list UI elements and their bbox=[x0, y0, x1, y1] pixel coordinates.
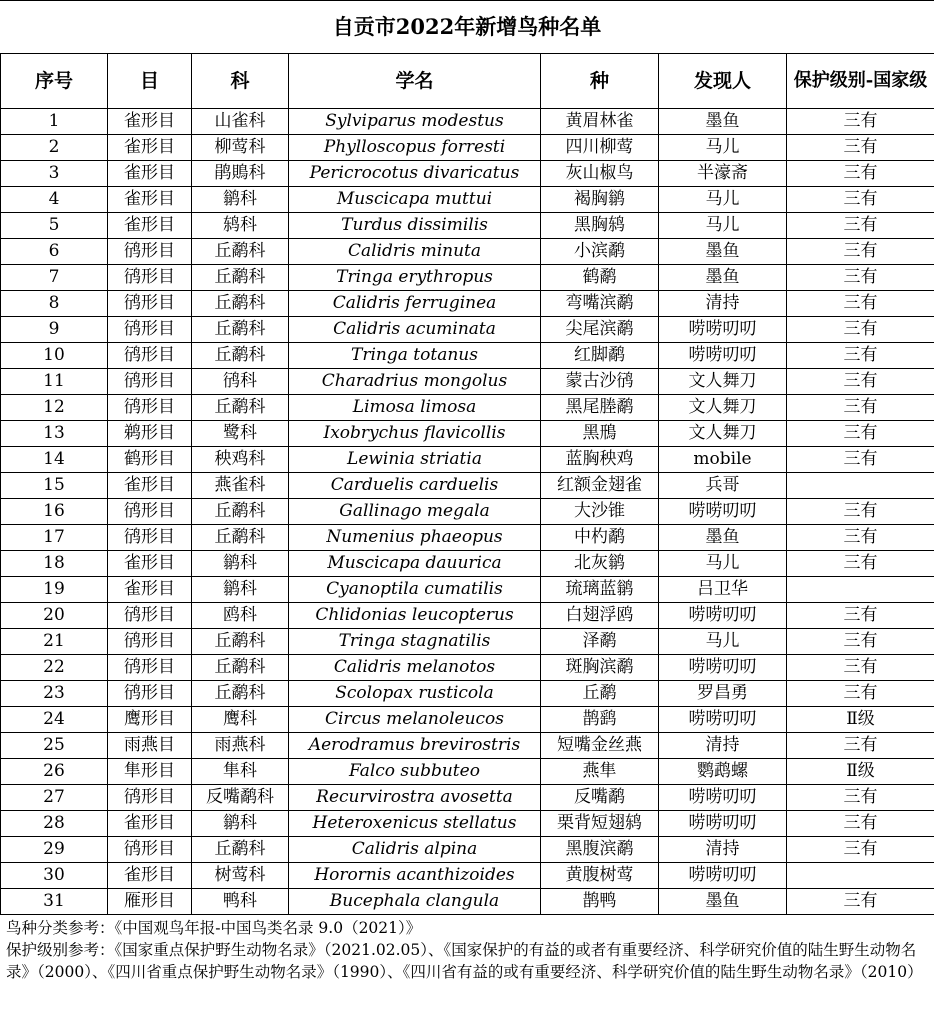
cell-order: 雨燕目 bbox=[108, 733, 192, 759]
cell-family: 丘鹬科 bbox=[192, 317, 289, 343]
bird-list-table bbox=[0, 53, 934, 915]
cell-scientific-name: Chlidonias leucopterus bbox=[289, 603, 541, 629]
cell-discoverer: 唠唠叨叨 bbox=[659, 863, 787, 889]
cell-index: 28 bbox=[1, 811, 108, 837]
header-family: 科 bbox=[192, 54, 289, 109]
cell-order: 鸻形目 bbox=[108, 291, 192, 317]
cell-family: 鸥科 bbox=[192, 603, 289, 629]
cell-species: 黑鳽 bbox=[541, 421, 659, 447]
cell-species: 黄眉林雀 bbox=[541, 109, 659, 135]
cell-protection-level: 三有 bbox=[787, 109, 934, 135]
cell-index: 6 bbox=[1, 239, 108, 265]
cell-species: 红额金翅雀 bbox=[541, 473, 659, 499]
cell-order: 鸻形目 bbox=[108, 395, 192, 421]
table-header-row bbox=[1, 54, 934, 109]
cell-species: 褐胸鹟 bbox=[541, 187, 659, 213]
cell-species: 鹊鹞 bbox=[541, 707, 659, 733]
cell-discoverer: 唠唠叨叨 bbox=[659, 811, 787, 837]
cell-scientific-name: Phylloscopus forresti bbox=[289, 135, 541, 161]
cell-protection-level: 三有 bbox=[787, 135, 934, 161]
cell-index: 27 bbox=[1, 785, 108, 811]
table-row bbox=[1, 447, 934, 473]
cell-protection-level: 三有 bbox=[787, 213, 934, 239]
cell-index: 3 bbox=[1, 161, 108, 187]
cell-species: 弯嘴滨鹬 bbox=[541, 291, 659, 317]
cell-order: 鹰形目 bbox=[108, 707, 192, 733]
cell-discoverer: 马儿 bbox=[659, 213, 787, 239]
cell-order: 鸻形目 bbox=[108, 655, 192, 681]
cell-family: 丘鹬科 bbox=[192, 291, 289, 317]
cell-index: 15 bbox=[1, 473, 108, 499]
cell-index: 24 bbox=[1, 707, 108, 733]
cell-species: 鹤鹬 bbox=[541, 265, 659, 291]
header-order: 目 bbox=[108, 54, 192, 109]
cell-index: 20 bbox=[1, 603, 108, 629]
cell-scientific-name: Calidris acuminata bbox=[289, 317, 541, 343]
table-row bbox=[1, 473, 934, 499]
cell-scientific-name: Turdus dissimilis bbox=[289, 213, 541, 239]
header-scientific-name: 学名 bbox=[289, 54, 541, 109]
cell-scientific-name: Circus melanoleucos bbox=[289, 707, 541, 733]
cell-family: 鸭科 bbox=[192, 889, 289, 915]
table-row bbox=[1, 837, 934, 863]
cell-family: 鹭科 bbox=[192, 421, 289, 447]
cell-protection-level bbox=[787, 473, 934, 499]
table-row bbox=[1, 733, 934, 759]
table-row bbox=[1, 629, 934, 655]
cell-family: 鹃鵙科 bbox=[192, 161, 289, 187]
cell-order: 鹤形目 bbox=[108, 447, 192, 473]
cell-protection-level: 三有 bbox=[787, 551, 934, 577]
cell-index: 7 bbox=[1, 265, 108, 291]
table-row bbox=[1, 889, 934, 915]
cell-discoverer: 罗昌勇 bbox=[659, 681, 787, 707]
cell-index: 31 bbox=[1, 889, 108, 915]
table-row bbox=[1, 291, 934, 317]
cell-scientific-name: Scolopax rusticola bbox=[289, 681, 541, 707]
cell-scientific-name: Muscicapa dauurica bbox=[289, 551, 541, 577]
cell-scientific-name: Falco subbuteo bbox=[289, 759, 541, 785]
cell-protection-level: 三有 bbox=[787, 447, 934, 473]
cell-index: 5 bbox=[1, 213, 108, 239]
table-row bbox=[1, 187, 934, 213]
cell-family: 丘鹬科 bbox=[192, 343, 289, 369]
table-row bbox=[1, 655, 934, 681]
cell-scientific-name: Pericrocotus divaricatus bbox=[289, 161, 541, 187]
cell-order: 雀形目 bbox=[108, 135, 192, 161]
cell-index: 4 bbox=[1, 187, 108, 213]
cell-family: 秧鸡科 bbox=[192, 447, 289, 473]
cell-discoverer: 文人舞刀 bbox=[659, 421, 787, 447]
cell-discoverer: 墨鱼 bbox=[659, 525, 787, 551]
cell-protection-level: 三有 bbox=[787, 421, 934, 447]
cell-discoverer: 兵哥 bbox=[659, 473, 787, 499]
table-row bbox=[1, 707, 934, 733]
cell-protection-level: 三有 bbox=[787, 239, 934, 265]
cell-discoverer: 墨鱼 bbox=[659, 239, 787, 265]
cell-discoverer: 唠唠叨叨 bbox=[659, 655, 787, 681]
cell-order: 隼形目 bbox=[108, 759, 192, 785]
cell-scientific-name: Gallinago megala bbox=[289, 499, 541, 525]
cell-protection-level: 三有 bbox=[787, 499, 934, 525]
cell-protection-level: 三有 bbox=[787, 317, 934, 343]
table-row bbox=[1, 265, 934, 291]
cell-species: 栗背短翅鸫 bbox=[541, 811, 659, 837]
cell-index: 1 bbox=[1, 109, 108, 135]
table-row bbox=[1, 421, 934, 447]
cell-species: 泽鹬 bbox=[541, 629, 659, 655]
cell-protection-level: 三有 bbox=[787, 343, 934, 369]
table-row bbox=[1, 499, 934, 525]
cell-discoverer: 文人舞刀 bbox=[659, 369, 787, 395]
table-row bbox=[1, 213, 934, 239]
cell-scientific-name: Limosa limosa bbox=[289, 395, 541, 421]
header-discoverer: 发现人 bbox=[659, 54, 787, 109]
cell-index: 30 bbox=[1, 863, 108, 889]
cell-scientific-name: Sylviparus modestus bbox=[289, 109, 541, 135]
cell-family: 丘鹬科 bbox=[192, 239, 289, 265]
cell-index: 17 bbox=[1, 525, 108, 551]
cell-protection-level bbox=[787, 863, 934, 889]
table-row bbox=[1, 239, 934, 265]
cell-family: 丘鹬科 bbox=[192, 681, 289, 707]
cell-order: 鸻形目 bbox=[108, 837, 192, 863]
cell-family: 鹟科 bbox=[192, 551, 289, 577]
cell-scientific-name: Calidris minuta bbox=[289, 239, 541, 265]
cell-protection-level: 三有 bbox=[787, 525, 934, 551]
cell-index: 16 bbox=[1, 499, 108, 525]
cell-index: 14 bbox=[1, 447, 108, 473]
cell-order: 雀形目 bbox=[108, 109, 192, 135]
cell-protection-level: 三有 bbox=[787, 681, 934, 707]
cell-scientific-name: Ixobrychus flavicollis bbox=[289, 421, 541, 447]
cell-species: 尖尾滨鹬 bbox=[541, 317, 659, 343]
cell-discoverer: 文人舞刀 bbox=[659, 395, 787, 421]
cell-family: 鹟科 bbox=[192, 577, 289, 603]
cell-scientific-name: Heteroxenicus stellatus bbox=[289, 811, 541, 837]
cell-species: 灰山椒鸟 bbox=[541, 161, 659, 187]
cell-scientific-name: Bucephala clangula bbox=[289, 889, 541, 915]
cell-species: 鹊鸭 bbox=[541, 889, 659, 915]
cell-species: 丘鹬 bbox=[541, 681, 659, 707]
cell-family: 树莺科 bbox=[192, 863, 289, 889]
cell-order: 鸻形目 bbox=[108, 785, 192, 811]
cell-index: 23 bbox=[1, 681, 108, 707]
cell-order: 雀形目 bbox=[108, 213, 192, 239]
cell-protection-level: 三有 bbox=[787, 889, 934, 915]
cell-index: 26 bbox=[1, 759, 108, 785]
cell-order: 鸻形目 bbox=[108, 629, 192, 655]
cell-index: 21 bbox=[1, 629, 108, 655]
cell-family: 反嘴鹬科 bbox=[192, 785, 289, 811]
cell-family: 鸫科 bbox=[192, 213, 289, 239]
cell-discoverer: 清持 bbox=[659, 733, 787, 759]
cell-scientific-name: Calidris ferruginea bbox=[289, 291, 541, 317]
cell-protection-level: 三有 bbox=[787, 265, 934, 291]
cell-species: 蓝胸秧鸡 bbox=[541, 447, 659, 473]
table-row bbox=[1, 551, 934, 577]
cell-protection-level: 三有 bbox=[787, 655, 934, 681]
table-row bbox=[1, 811, 934, 837]
table-row bbox=[1, 161, 934, 187]
cell-family: 丘鹬科 bbox=[192, 499, 289, 525]
cell-index: 22 bbox=[1, 655, 108, 681]
cell-protection-level bbox=[787, 577, 934, 603]
table-row bbox=[1, 525, 934, 551]
cell-scientific-name: Calidris melanotos bbox=[289, 655, 541, 681]
cell-protection-level: Ⅱ级 bbox=[787, 759, 934, 785]
cell-discoverer: 清持 bbox=[659, 837, 787, 863]
table-row bbox=[1, 785, 934, 811]
cell-scientific-name: Carduelis carduelis bbox=[289, 473, 541, 499]
cell-protection-level: 三有 bbox=[787, 629, 934, 655]
cell-family: 丘鹬科 bbox=[192, 629, 289, 655]
cell-family: 鹟科 bbox=[192, 187, 289, 213]
page-title: 自贡市2022年新增鸟种名单 bbox=[0, 0, 934, 53]
cell-order: 鸻形目 bbox=[108, 499, 192, 525]
cell-discoverer: 墨鱼 bbox=[659, 265, 787, 291]
taxonomy-note: 鸟种分类参考：《中国观鸟年报-中国鸟类名录 9.0（2021）》 bbox=[6, 919, 422, 937]
cell-index: 25 bbox=[1, 733, 108, 759]
table-body bbox=[1, 109, 934, 915]
cell-order: 雁形目 bbox=[108, 889, 192, 915]
cell-species: 蒙古沙鸻 bbox=[541, 369, 659, 395]
cell-discoverer: 唠唠叨叨 bbox=[659, 317, 787, 343]
cell-scientific-name: Aerodramus brevirostris bbox=[289, 733, 541, 759]
table-row bbox=[1, 109, 934, 135]
cell-scientific-name: Tringa totanus bbox=[289, 343, 541, 369]
table-row bbox=[1, 577, 934, 603]
cell-protection-level: 三有 bbox=[787, 161, 934, 187]
cell-scientific-name: Charadrius mongolus bbox=[289, 369, 541, 395]
cell-scientific-name: Tringa stagnatilis bbox=[289, 629, 541, 655]
cell-scientific-name: Muscicapa muttui bbox=[289, 187, 541, 213]
cell-discoverer: mobile bbox=[659, 447, 787, 473]
cell-discoverer: 马儿 bbox=[659, 187, 787, 213]
cell-discoverer: 马儿 bbox=[659, 551, 787, 577]
cell-family: 隼科 bbox=[192, 759, 289, 785]
header-protection-level: 保护级别-国家级 bbox=[787, 54, 934, 109]
cell-discoverer: 唠唠叨叨 bbox=[659, 707, 787, 733]
cell-order: 鹈形目 bbox=[108, 421, 192, 447]
cell-protection-level: 三有 bbox=[787, 369, 934, 395]
cell-order: 雀形目 bbox=[108, 577, 192, 603]
cell-order: 鸻形目 bbox=[108, 265, 192, 291]
cell-order: 鸻形目 bbox=[108, 603, 192, 629]
cell-discoverer: 唠唠叨叨 bbox=[659, 603, 787, 629]
cell-discoverer: 墨鱼 bbox=[659, 889, 787, 915]
cell-index: 10 bbox=[1, 343, 108, 369]
cell-index: 11 bbox=[1, 369, 108, 395]
cell-species: 北灰鹟 bbox=[541, 551, 659, 577]
cell-family: 鸻科 bbox=[192, 369, 289, 395]
table-row bbox=[1, 603, 934, 629]
cell-species: 大沙锥 bbox=[541, 499, 659, 525]
cell-scientific-name: Tringa erythropus bbox=[289, 265, 541, 291]
cell-scientific-name: Recurvirostra avosetta bbox=[289, 785, 541, 811]
header-species: 种 bbox=[541, 54, 659, 109]
cell-protection-level: 三有 bbox=[787, 395, 934, 421]
protection-note: 保护级别参考：《国家重点保护野生动物名录》（2021.02.05）、《国家保护的有益的或者有重要经济、科学研究价值的陆生野生动物名录》（2000）、《四川省重点保护野生动物名录》（1990）、《四川省有益的或有重要经济、科学研究价值的陆生野生动物名录》（2010） bbox=[6, 941, 923, 981]
cell-order: 雀形目 bbox=[108, 187, 192, 213]
cell-protection-level: 三有 bbox=[787, 603, 934, 629]
table-row bbox=[1, 317, 934, 343]
cell-index: 18 bbox=[1, 551, 108, 577]
cell-scientific-name: Horornis acanthizoides bbox=[289, 863, 541, 889]
cell-family: 丘鹬科 bbox=[192, 525, 289, 551]
table-row bbox=[1, 343, 934, 369]
cell-family: 燕雀科 bbox=[192, 473, 289, 499]
cell-order: 雀形目 bbox=[108, 161, 192, 187]
table-row bbox=[1, 135, 934, 161]
cell-protection-level: 三有 bbox=[787, 291, 934, 317]
cell-discoverer: 马儿 bbox=[659, 629, 787, 655]
table-row bbox=[1, 681, 934, 707]
cell-species: 反嘴鹬 bbox=[541, 785, 659, 811]
cell-order: 鸻形目 bbox=[108, 681, 192, 707]
cell-index: 2 bbox=[1, 135, 108, 161]
cell-index: 19 bbox=[1, 577, 108, 603]
cell-index: 12 bbox=[1, 395, 108, 421]
cell-species: 黑胸鸫 bbox=[541, 213, 659, 239]
table-row bbox=[1, 395, 934, 421]
cell-species: 中杓鹬 bbox=[541, 525, 659, 551]
cell-species: 琉璃蓝鹟 bbox=[541, 577, 659, 603]
cell-family: 丘鹬科 bbox=[192, 837, 289, 863]
cell-family: 鹰科 bbox=[192, 707, 289, 733]
cell-index: 13 bbox=[1, 421, 108, 447]
cell-protection-level: 三有 bbox=[787, 733, 934, 759]
cell-species: 红脚鹬 bbox=[541, 343, 659, 369]
cell-discoverer: 唠唠叨叨 bbox=[659, 785, 787, 811]
cell-species: 燕隼 bbox=[541, 759, 659, 785]
cell-species: 短嘴金丝燕 bbox=[541, 733, 659, 759]
cell-order: 鸻形目 bbox=[108, 317, 192, 343]
table-row bbox=[1, 369, 934, 395]
cell-protection-level: 三有 bbox=[787, 811, 934, 837]
cell-index: 29 bbox=[1, 837, 108, 863]
reference-notes bbox=[0, 915, 934, 983]
header-index: 序号 bbox=[1, 54, 108, 109]
cell-discoverer: 鹦鹉螺 bbox=[659, 759, 787, 785]
cell-discoverer: 墨鱼 bbox=[659, 109, 787, 135]
cell-scientific-name: Cyanoptila cumatilis bbox=[289, 577, 541, 603]
cell-species: 黄腹树莺 bbox=[541, 863, 659, 889]
table-row bbox=[1, 759, 934, 785]
cell-protection-level: 三有 bbox=[787, 837, 934, 863]
cell-discoverer: 马儿 bbox=[659, 135, 787, 161]
cell-order: 鸻形目 bbox=[108, 525, 192, 551]
cell-protection-level: 三有 bbox=[787, 187, 934, 213]
cell-order: 鸻形目 bbox=[108, 369, 192, 395]
cell-scientific-name: Calidris alpina bbox=[289, 837, 541, 863]
cell-species: 斑胸滨鹬 bbox=[541, 655, 659, 681]
cell-family: 雨燕科 bbox=[192, 733, 289, 759]
table-row bbox=[1, 863, 934, 889]
cell-order: 雀形目 bbox=[108, 863, 192, 889]
cell-family: 丘鹬科 bbox=[192, 265, 289, 291]
cell-discoverer: 唠唠叨叨 bbox=[659, 499, 787, 525]
cell-discoverer: 唠唠叨叨 bbox=[659, 343, 787, 369]
cell-scientific-name: Lewinia striatia bbox=[289, 447, 541, 473]
cell-family: 鹟科 bbox=[192, 811, 289, 837]
cell-family: 山雀科 bbox=[192, 109, 289, 135]
cell-species: 四川柳莺 bbox=[541, 135, 659, 161]
cell-species: 小滨鹬 bbox=[541, 239, 659, 265]
cell-species: 黑腹滨鹬 bbox=[541, 837, 659, 863]
cell-protection-level: 三有 bbox=[787, 785, 934, 811]
cell-order: 雀形目 bbox=[108, 473, 192, 499]
cell-index: 8 bbox=[1, 291, 108, 317]
cell-discoverer: 半濠斋 bbox=[659, 161, 787, 187]
cell-species: 黑尾塍鹬 bbox=[541, 395, 659, 421]
cell-order: 雀形目 bbox=[108, 811, 192, 837]
cell-species: 白翅浮鸥 bbox=[541, 603, 659, 629]
cell-family: 丘鹬科 bbox=[192, 655, 289, 681]
cell-discoverer: 清持 bbox=[659, 291, 787, 317]
cell-order: 雀形目 bbox=[108, 551, 192, 577]
cell-protection-level: Ⅱ级 bbox=[787, 707, 934, 733]
cell-discoverer: 吕卫华 bbox=[659, 577, 787, 603]
cell-family: 丘鹬科 bbox=[192, 395, 289, 421]
cell-order: 鸻形目 bbox=[108, 343, 192, 369]
cell-family: 柳莺科 bbox=[192, 135, 289, 161]
cell-order: 鸻形目 bbox=[108, 239, 192, 265]
cell-index: 9 bbox=[1, 317, 108, 343]
cell-scientific-name: Numenius phaeopus bbox=[289, 525, 541, 551]
